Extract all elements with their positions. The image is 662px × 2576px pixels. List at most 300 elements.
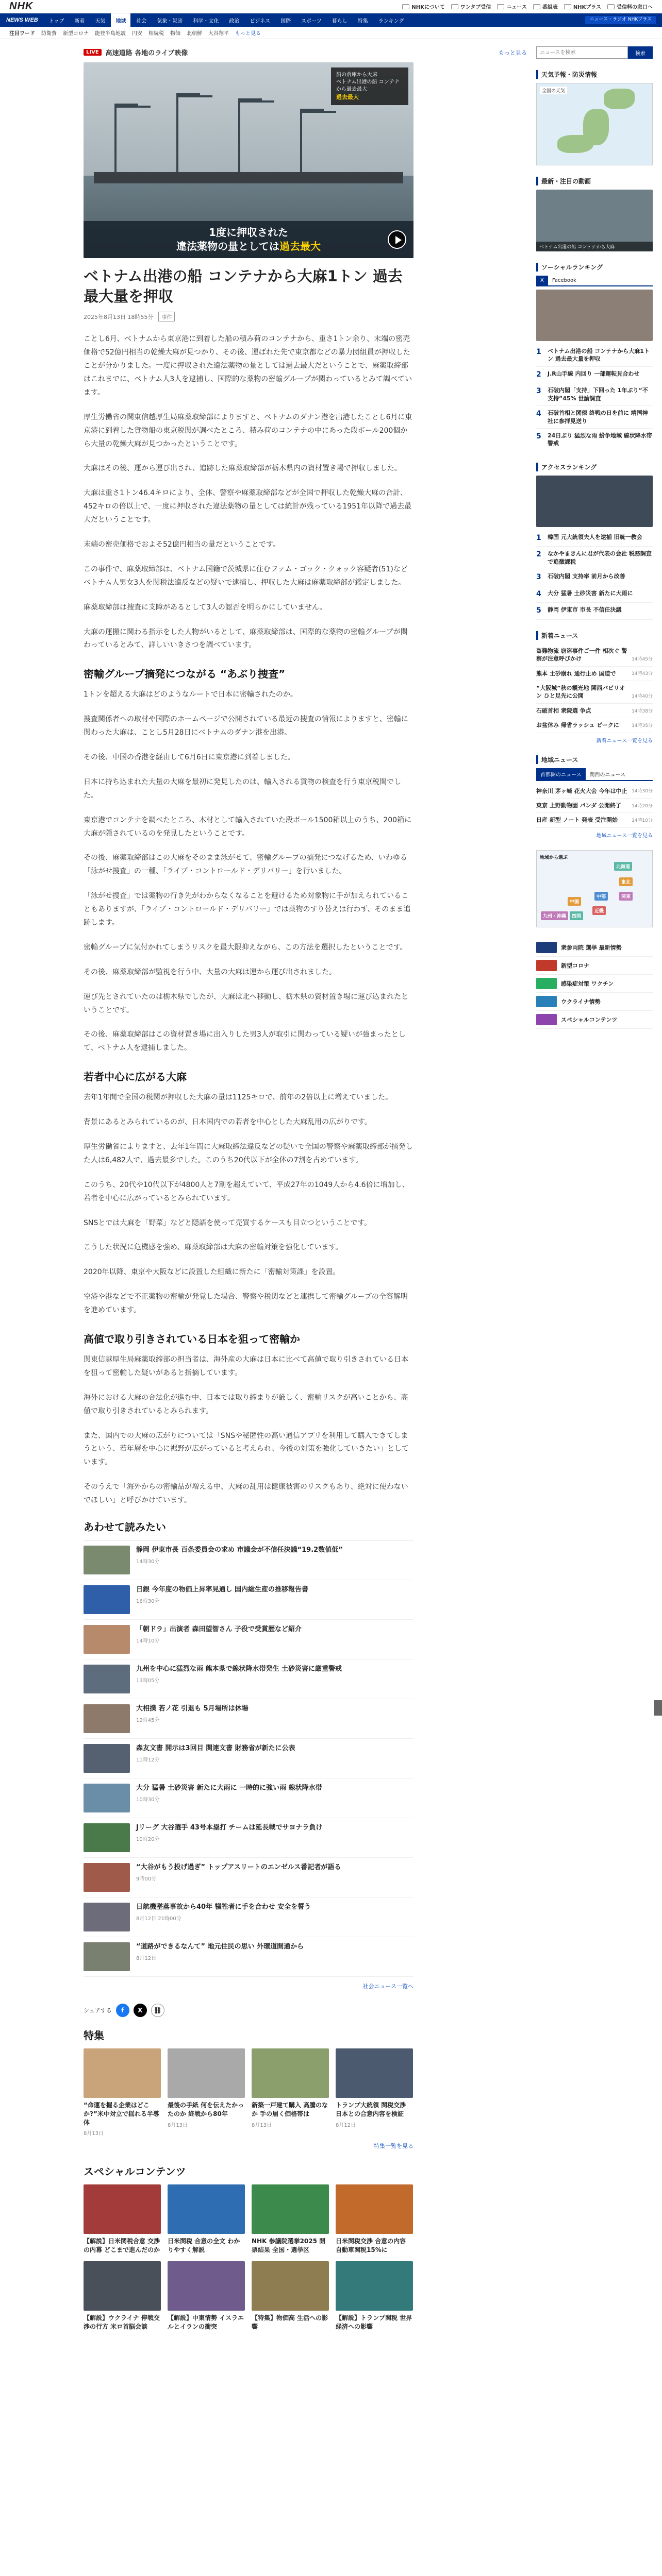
video-caption <box>84 221 413 258</box>
feature-image <box>336 2048 413 2098</box>
news-title: 石破首相 衆院選 争点 <box>536 707 591 714</box>
related-title: “大谷がもう投げ過ぎ” トップアスリートのエンゼルス番記者が語る <box>136 1863 341 1872</box>
share-label: シェアする <box>84 2007 112 2014</box>
caption-line: 1度に押収された <box>209 226 288 239</box>
crane-shape <box>238 98 262 181</box>
ranking-item[interactable] <box>536 569 653 586</box>
region-shikoku[interactable]: 四国 <box>570 911 583 920</box>
top-link[interactable]: NHKについて <box>402 3 444 10</box>
search-box <box>536 46 653 59</box>
trending-word[interactable]: 新型コロナ <box>63 31 89 37</box>
new-news-more-link[interactable]: 新着ニュース一覧を見る <box>596 738 653 744</box>
special-card[interactable] <box>84 2184 161 2255</box>
ranking-item[interactable] <box>536 383 653 406</box>
special-link[interactable] <box>536 975 653 993</box>
local-news-title: 地域ニュース <box>536 755 653 764</box>
news-item[interactable] <box>536 813 653 827</box>
trending-more[interactable]: もっと見る <box>235 31 261 37</box>
nav-item-world[interactable]: 国際 <box>280 18 291 24</box>
nav-item-weather[interactable]: 天気 <box>95 18 106 24</box>
nav-item-sports[interactable]: スポーツ <box>301 18 322 24</box>
special-link[interactable] <box>536 939 653 957</box>
special-card[interactable] <box>336 2261 413 2331</box>
related-date: 12時45分 <box>136 1717 160 1723</box>
related-item[interactable] <box>84 1659 413 1699</box>
special-link-icon <box>536 1014 557 1025</box>
special-link[interactable] <box>536 957 653 975</box>
related-title: 大相撲 若ノ花 引退も 5月場所は休場 <box>136 1705 249 1713</box>
related-heading: あわせて読みたい <box>84 1521 166 1534</box>
local-news-more-link[interactable]: 地域ニュース一覧を見る <box>596 833 653 839</box>
rank-number: 1 <box>536 533 541 542</box>
article-paragraph: また、国内での大麻の広がりについては「SNSや秘匿性の高い通信アプリを利用して購入できてしまうという、若年層を中心に裾野が広がっていると考えられ、今後の対策を強化していきたい」としています。 <box>84 1431 409 1467</box>
nav-item-local[interactable]: 地域 <box>111 13 130 27</box>
new-news-list <box>536 644 653 733</box>
nhk-logo[interactable]: NHK <box>9 1 34 12</box>
rank-number: 4 <box>536 410 541 418</box>
new-news-title: 新着ニュース <box>536 631 653 640</box>
thumbnail-image <box>84 1863 130 1892</box>
page-top-button[interactable] <box>654 1700 662 1716</box>
special-card[interactable] <box>168 2261 245 2331</box>
related-date: 14時30分 <box>136 1558 160 1565</box>
article-paragraph: 大麻の運搬に関わる指示をした人物がいるとして、麻薬取締部は、国際的な薬物の密輸グループが関わっているとみて、詳しいいきさつを調べています。 <box>84 628 408 650</box>
news-item[interactable] <box>536 799 653 813</box>
related-title: 森友文書 開示は3回目 関連文書 財務省が新たに公表 <box>136 1744 295 1753</box>
live-more-link[interactable]: もっと見る <box>499 49 527 56</box>
related-title: Jリーグ 大谷選手 43号本塁打 チームは延長戦でサヨナラ負け <box>136 1824 323 1832</box>
related-item[interactable] <box>84 1818 413 1858</box>
article-subheading: 高値で取り引きされている日本を狙って密輸か <box>84 1333 300 1346</box>
top-link[interactable]: 受信料の窓口へ <box>607 3 653 10</box>
news-title: 東京 上野動物園 パンダ 公開終了 <box>536 802 622 809</box>
video-ranking-image[interactable] <box>536 190 653 251</box>
trending-label: 注目ワード <box>9 31 35 37</box>
region-kyushu[interactable]: 九州・沖縄 <box>541 911 568 920</box>
special-link-icon <box>536 996 557 1007</box>
article-category[interactable]: 事件 <box>158 312 175 321</box>
access-ranking-title: アクセスランキング <box>536 463 653 471</box>
news-item[interactable] <box>536 784 653 799</box>
special-image <box>168 2184 245 2234</box>
main-nav <box>0 13 662 27</box>
region-kanto[interactable]: 関東 <box>619 892 633 901</box>
news-item[interactable] <box>536 718 653 733</box>
feature-card[interactable] <box>336 2048 413 2137</box>
related-item[interactable] <box>84 1540 413 1580</box>
related-more-link[interactable]: 社会ニュース一覧へ <box>362 1983 413 1990</box>
nav-item-life[interactable]: 暮らし <box>332 18 347 24</box>
special-link-icon <box>536 942 557 953</box>
article-paragraph: 背景にあるとみられているのが、日本国内での若者を中心とした大麻乱用の広がりです。 <box>84 1118 372 1127</box>
video-player[interactable] <box>84 62 413 258</box>
special-link-icon <box>536 960 557 971</box>
thumbnail-image <box>84 1784 130 1812</box>
special-title: 【特集】物価高 生活への影響 <box>252 2314 328 2330</box>
article-paragraph: 麻薬取締部は捜査に支障があるとして3人の認否を明らかにしていません。 <box>84 603 327 612</box>
top-link[interactable]: 番組表 <box>533 3 558 10</box>
special-image <box>252 2261 329 2311</box>
related-title: 大分 猛暑 土砂災害 新たに大雨に 一時的に強い雨 線状降水帯 <box>136 1784 322 1792</box>
ranking-item[interactable] <box>536 344 653 367</box>
article-paragraph: 運び先とされていたのは栃木県でしたが、大麻は北へ移動し、栃木県の資材置き場に運び込まれたということです。 <box>84 992 408 1014</box>
feature-title: トランプ大統領 関税交渉 日本との合意内容を検証 <box>336 2102 406 2117</box>
features-grid <box>84 2048 413 2137</box>
news-title: 日産 新型 ノート 発表 受注開始 <box>536 817 618 824</box>
news-time: 14時10分 <box>632 818 653 824</box>
ranking-text: ベトナム出港の船 コンテナから大麻1トン 過去最大量を押収 <box>548 348 650 363</box>
special-grid <box>84 2184 413 2331</box>
ranking-text: J.R山手線 内回り 一部運転見合わせ <box>548 370 640 377</box>
thumbnail-image <box>84 1823 130 1852</box>
article-subheading: 若者中心に広がる大麻 <box>84 1071 187 1083</box>
nav-item-society[interactable]: 社会 <box>136 18 147 24</box>
trending-word[interactable]: 能登半島地震 <box>95 31 126 37</box>
search-input[interactable] <box>536 46 628 59</box>
top-link[interactable]: ニュース <box>497 3 527 10</box>
live-section-title[interactable]: 高速道路 各地のライブ映像 <box>105 49 188 57</box>
article-paragraph: 日本に持ち込まれた大量の大麻を最初に発見したのは、輸入される貨物の検査を行う東京税関でした。 <box>84 777 401 800</box>
top-link[interactable]: NHKプラス <box>564 3 601 10</box>
feature-image <box>252 2048 329 2098</box>
link-icon[interactable]: ⛓ <box>151 2004 164 2017</box>
news-item[interactable] <box>536 704 653 718</box>
ranking-text: なかやまきんに君が代表の会社 税務調査で追徴課税 <box>548 550 652 565</box>
social-ranking-list <box>536 344 653 451</box>
special-link-icon <box>536 978 557 989</box>
article-paragraph: その後、麻薬取締部はこの資材置き場に出入りした男3人が取引に関わっている疑いが強まったとして、ベトナム人を逮捕しました。 <box>84 1030 406 1053</box>
features-more-link[interactable]: 特集一覧を見る <box>374 2143 413 2150</box>
ship-shape <box>94 172 403 183</box>
schedule-icon <box>533 4 540 9</box>
news-time: 14時38分 <box>632 708 653 714</box>
ranking-item[interactable] <box>536 406 653 429</box>
news-time: 14時35分 <box>632 723 653 729</box>
thumbnail-image <box>84 1942 130 1971</box>
region-kinki[interactable]: 近畿 <box>592 906 606 915</box>
news-time: 14時43分 <box>632 671 653 677</box>
article-paragraph: その後、中国の香港を経由して6月6日に東京港に到着しました。 <box>84 753 295 761</box>
video-tag-line: 船の倉庫から大麻 <box>336 72 377 78</box>
video-tag-line: ベトナム出港の船 コンテナから過去最大 <box>336 79 400 92</box>
special-image <box>84 2184 161 2234</box>
rank-number: 2 <box>536 550 541 559</box>
special-card[interactable] <box>336 2184 413 2255</box>
ranking-text: 石破内閣「支持」下回った 1年ぶり“不支持”45% 世論調査 <box>548 387 648 402</box>
trending-word[interactable]: 物価 <box>170 31 180 37</box>
trending-word[interactable]: 円安 <box>132 31 142 37</box>
nav-item-top[interactable]: トップ <box>48 18 64 24</box>
special-heading: スペシャルコンテンツ <box>84 2165 186 2178</box>
play-icon[interactable] <box>388 230 406 249</box>
thumbnail-image <box>84 1665 130 1693</box>
related-title: “道路ができるなんて” 地元住民の思い 外環道開通から <box>136 1943 304 1951</box>
special-title: NHK 参議院選挙2025 開票結果 全国・選挙区 <box>252 2238 326 2254</box>
region-tohoku[interactable]: 東北 <box>619 877 633 886</box>
news-time: 14時20分 <box>632 803 653 809</box>
new-news-box <box>536 631 653 744</box>
live-header <box>84 47 527 57</box>
thumbnail-image <box>84 1744 130 1773</box>
ranking-text: 24日ぶり 猛烈な雨 紛争地域 線状降水帯 警戒 <box>548 432 652 447</box>
tab-kansai[interactable]: 関西のニュース <box>589 772 625 778</box>
plus-icon <box>564 4 571 9</box>
ranking-item[interactable] <box>536 429 653 451</box>
ranking-text: 石破首相と閣僚 終戦の日を前に 靖国神社に参拝見送り <box>548 410 648 425</box>
related-item[interactable] <box>84 1580 413 1620</box>
article-paragraph: 2020年以降、東京や大阪などに設置した組織に新たに「密輸対策課」を設置。 <box>84 1268 340 1277</box>
related-date: 8月12日 21時00分 <box>136 1916 181 1922</box>
feature-title: 最後の手紙 何を伝えたかったのか 終戦から80年 <box>168 2102 244 2117</box>
trending-word[interactable]: 北朝鮮 <box>187 31 202 37</box>
nav-item-disaster[interactable]: 気象・災害 <box>157 18 183 24</box>
feature-card[interactable] <box>252 2048 329 2137</box>
caption-line <box>176 240 321 253</box>
caption-highlight: 過去最大 <box>279 240 321 252</box>
ranking-text: 静岡 伊東市 市長 不信任決議 <box>548 606 622 614</box>
related-date: 14時10分 <box>136 1638 160 1644</box>
related-item[interactable] <box>84 1739 413 1778</box>
top-links <box>402 3 653 10</box>
special-title: 【解説】中東情勢 イスラエルとイランの衝突 <box>168 2314 244 2330</box>
region-chugoku[interactable]: 中国 <box>568 897 581 906</box>
access-ranking-list <box>536 530 653 620</box>
news-item[interactable] <box>536 667 653 681</box>
search-button[interactable]: 検索 <box>628 46 653 59</box>
article-paragraph: 「泳がせ捜査」では薬物の行き先がわからなくなることを避けるため対象物に手が加えられていることもありますが、「ライブ・コントロールド・デリバリー」では薬物のすり替えは行わず、そのまま追跡します。 <box>84 892 411 927</box>
ranking-item[interactable] <box>536 530 653 547</box>
weather-box <box>536 70 653 165</box>
article-paragraph: 厚生労働省によりますと、去年1年間に大麻取締法違反などの疑いで全国の警察や麻薬取締部が摘発した人は6,482人で、過去最多でした。このうち20代以下が全体の7割を占めています。 <box>84 1143 413 1164</box>
live-badge: LIVE <box>84 49 102 56</box>
related-date: 8月12日 <box>136 1955 157 1961</box>
article-paragraph: こうした状況に危機感を強め、麻薬取締部は大麻の密輸対策を強化しています。 <box>84 1243 343 1252</box>
thumbnail-image <box>84 1585 130 1614</box>
thumbnail-image <box>84 1625 130 1654</box>
special-link-label: 感染症対策 ワクチン <box>561 980 614 987</box>
rank-number: 1 <box>536 348 541 356</box>
related-title: 日銀 今年度の物価上昇率見通し 国内総生産の推移報告書 <box>136 1586 309 1594</box>
article-paragraph: この事件で、麻薬取締部は、ベトナム国籍で茨城県に住むファム・ゴック・クォック容疑者(51)などベトナム人男女3人を関税法違反などの疑いで逮捕し、押収した大麻は麻薬取締部が鑑定しました。 <box>84 565 408 587</box>
nav-item-features[interactable]: 特集 <box>357 18 368 24</box>
news-icon <box>497 4 504 9</box>
share-bar <box>84 2004 527 2017</box>
special-card[interactable] <box>168 2184 245 2255</box>
thumbnail-image <box>84 1704 130 1733</box>
article-body <box>84 333 413 1507</box>
region-hokkaido[interactable]: 北海道 <box>614 862 632 871</box>
article-subheading: 密輸グループ摘発につながる “あぶり捜査” <box>84 668 286 681</box>
article-paragraph: その後、麻薬取締部が監視を行う中、大量の大麻は運から運び出されました。 <box>84 968 336 976</box>
feature-date: 8月12日 <box>336 2122 356 2128</box>
article-paragraph: ことし6月、ベトナムから東京港に到着した船の積み荷のコンテナから、重さ1トン余り、末端の密売価格で52億円相当の乾燥大麻が見つかり、その後、運ばれた先で東京都などの暴力団組員が押収したことが分かりました。一度に押収された違法薬物の量としては過去最大だということで、麻薬取締部はこれまでに、ベトナム人3人を逮捕し、国際的な薬物の密輸グループが関わっているとみて調べています。 <box>84 335 412 397</box>
related-item[interactable] <box>84 1620 413 1659</box>
news-item[interactable] <box>536 681 653 704</box>
article-paragraph: 厚生労働省の関東信越厚生局麻薬取締部によりますと、ベトナムのダナン港を出港したことし6月に東京港に到着した貨物船の東京税関が調べたところ、積み荷のコンテナの中にあった段ボール200個から大量の乾燥大麻が見つかったということです。 <box>84 413 412 448</box>
article-paragraph: 密輸グループに気付かれてしまうリスクを最大限抑えながら、この方法を選択したということです。 <box>84 943 407 952</box>
region-box <box>536 850 653 927</box>
news-time: 14時45分 <box>632 657 653 663</box>
special-image <box>336 2261 413 2311</box>
facebook-icon[interactable]: f <box>116 2004 129 2017</box>
rank-number: 4 <box>536 589 541 598</box>
weather-map-label: 全国の天気 <box>540 87 567 94</box>
article-paragraph: 海外における大麻の合法化が進む中、日本では取り締まりが厳しく、密輸リスクが高いことから、高値で取り引きされているとみられます。 <box>84 1393 408 1415</box>
special-card[interactable] <box>252 2261 329 2331</box>
special-title: 【解説】トランプ関税 世界経済への影響 <box>336 2314 412 2330</box>
social-rank-image[interactable] <box>536 290 653 341</box>
weather-title[interactable]: 天気予報・防災情報 <box>536 70 653 79</box>
related-list <box>84 1540 413 1977</box>
related-item[interactable] <box>84 1699 413 1739</box>
article-paragraph: そのうえで「海外からの密輸品が増える中、大麻の乱用は健康被害のリスクもあり、絶対に使わないでほしい」と呼びかけています。 <box>84 1483 408 1505</box>
nhk-plus-button[interactable]: ニュース・ラジオ NHKプラス <box>585 16 656 24</box>
article-paragraph: 大麻はその後、運から運び出され、追跡した麻薬取締部が栃木県内の資材置き場で押収しました。 <box>84 464 402 473</box>
nav-item-new[interactable]: 新着 <box>74 18 85 24</box>
top-link[interactable]: ワンタブ受信 <box>451 3 491 10</box>
trending-words <box>0 27 662 39</box>
x-icon[interactable]: X <box>134 2004 147 2017</box>
special-image <box>84 2261 161 2311</box>
related-date: 9時00分 <box>136 1876 157 1882</box>
article-paragraph: 去年1年間で全国の税関が押収した大麻の量は1125キロで、前年の2倍以上に増えていました。 <box>84 1093 393 1102</box>
features-heading: 特集 <box>84 2029 104 2042</box>
rank-number: 3 <box>536 387 541 396</box>
ranking-item[interactable] <box>536 586 653 603</box>
related-item[interactable] <box>84 1897 413 1937</box>
map-land <box>604 89 635 109</box>
video-topic-tag <box>331 67 408 105</box>
related-item[interactable] <box>84 1937 413 1977</box>
related-date: 11時12分 <box>136 1757 160 1763</box>
ranking-text: 石破内閣 支持率 前月から改善 <box>548 573 625 580</box>
thumbnail-image <box>84 1903 130 1931</box>
related-item[interactable] <box>84 1858 413 1897</box>
social-ranking-title: ソーシャルランキング <box>536 263 653 272</box>
feature-image <box>168 2048 245 2098</box>
special-image <box>252 2184 329 2234</box>
ranking-item[interactable] <box>536 547 653 569</box>
special-title: 【解説】日米関税合意 交渉の内幕 どこまで進んだのか <box>84 2238 160 2254</box>
tab-metro[interactable]: 首都圏のニュース <box>536 768 586 780</box>
special-link-label: 衆参両院 選挙 最新情勢 <box>561 944 622 951</box>
ranking-text: 韓国 元大統領夫人を逮捕 旧統一教会 <box>548 533 642 540</box>
news-title: お盆休み 帰省ラッシュ ピークに <box>536 722 619 729</box>
special-card[interactable] <box>84 2261 161 2331</box>
related-item[interactable] <box>84 1778 413 1818</box>
special-link[interactable] <box>536 1011 653 1029</box>
special-title: 日米関税 合意の全文 わかりやすく解説 <box>168 2238 240 2254</box>
social-tabs <box>536 276 653 286</box>
tab-x[interactable]: X <box>536 276 548 285</box>
trending-word[interactable]: 大谷翔平 <box>208 31 229 37</box>
ranking-item[interactable] <box>536 367 653 384</box>
related-date: 10時30分 <box>136 1797 160 1803</box>
article-paragraph: 東京港でコンテナを調べたところ、木材として輸入されていた段ボール1500箱以上のうち、200箱に大麻が隠されているのを発見したということです。 <box>84 816 412 838</box>
related-title: 日航機墜落事故から40年 犠牲者に手を合わせ 安全を誓う <box>136 1903 311 1911</box>
special-link-label: 新型コロナ <box>561 962 589 969</box>
video-ranking-box <box>536 177 653 251</box>
rank-number: 5 <box>536 606 541 615</box>
nav-item-ranking[interactable]: ランキング <box>378 18 404 24</box>
article-title: ベトナム出港の船 コンテナから大麻1トン 過去最大量を押収 <box>84 267 403 306</box>
special-image <box>168 2261 245 2311</box>
news-title: 盗難物流 窃盗事件ご一件 相次ぐ 警察が注意呼びかけ <box>536 647 627 663</box>
article-meta <box>84 312 527 321</box>
article-paragraph: 大麻は重さ1トン46.4キロにより、全体、警察や麻薬取締部などが全国で押収した乾燥大麻の合計、452キロの倍以上で、一度に押収された違法薬物の量としては統計が残っている1951年以降で過去最大だということです。 <box>84 489 412 524</box>
social-ranking-box <box>536 263 653 451</box>
special-link[interactable] <box>536 993 653 1011</box>
map-land <box>557 135 593 153</box>
thumbnail-image <box>84 1546 130 1574</box>
access-rank-image[interactable] <box>536 476 653 527</box>
fee-icon <box>607 4 615 9</box>
ranking-text: 大分 猛暑 土砂災害 新たに大雨に <box>548 589 633 597</box>
ranking-item[interactable] <box>536 603 653 620</box>
video-ranking-title[interactable]: 最新・注目の動画 <box>536 177 653 185</box>
trending-word[interactable]: 相続税 <box>148 31 164 37</box>
crane-shape <box>300 109 324 181</box>
nav-item-science[interactable]: 科学・文化 <box>193 18 219 24</box>
news-title: 熊本 土砂崩れ 通行止め 国道で <box>536 670 616 677</box>
related-title: 「朝ドラ」出演者 森田望智さん 子役で受賞歴など紹介 <box>136 1625 302 1634</box>
feature-title: 新築一戸建て購入 高騰のなか 手の届く価格帯は <box>252 2102 328 2117</box>
crane-shape <box>176 93 200 181</box>
nav-item-business[interactable]: ビジネス <box>250 18 271 24</box>
specials-box <box>536 939 653 1029</box>
related-title: 静岡 伊東市長 百条委員会の求め 市議会が不信任決議“19.2数値低” <box>136 1546 343 1554</box>
related-title: 九州を中心に猛烈な雨 熊本県で線状降水帯発生 土砂災害に厳重警戒 <box>136 1665 342 1673</box>
special-link-label: スペシャルコンテンツ <box>561 1016 618 1023</box>
special-image <box>336 2184 413 2234</box>
news-item[interactable] <box>536 644 653 667</box>
caption-text: 違法薬物の量としては <box>176 240 279 252</box>
news-time: 14時30分 <box>632 789 653 794</box>
special-title: 【解説】ウクライナ 停戦交渉の行方 米ロ首脳会談 <box>84 2314 160 2330</box>
article-paragraph: 捜査関係者への取材や国際のホームページで公開されている最近の捜査の情報によりますと、密輸に関わった大麻は、ことし5月28日にベトナムのダナン港を出港。 <box>84 715 408 737</box>
feature-card[interactable] <box>84 2048 161 2137</box>
local-news-list <box>536 784 653 828</box>
special-title: 日米関税交渉 合意の内容 自動車関税15%に <box>336 2238 406 2254</box>
top-header <box>0 0 662 13</box>
region-chubu[interactable]: 中部 <box>594 892 608 901</box>
article-date: 2025年8月13日 18時55分 <box>84 313 154 320</box>
main-column <box>9 39 527 2331</box>
tab-facebook[interactable]: Facebook <box>552 278 576 283</box>
feature-date: 8月13日 <box>84 2131 104 2137</box>
tv-icon <box>402 4 409 9</box>
article-paragraph: SNSとでは大麻を「野菜」などと隠語を使って売買するケースも目立つということです。 <box>84 1218 372 1227</box>
feature-date: 8月13日 <box>252 2122 272 2128</box>
article-paragraph: その後、麻薬取締部はこの大麻をそのまま泳がせて、密輸グループの摘発につなげるため、いわゆる「泳がせ捜査」の一種、「ライブ・コントロールド・デリバリー」を行いました。 <box>84 854 407 876</box>
feature-title: “命運を握る企業はどこか?”米中対立で揺れる半導体 <box>84 2102 159 2126</box>
local-tabs <box>536 768 653 781</box>
video-tag-highlight: 過去最大 <box>336 94 359 100</box>
rank-number: 3 <box>536 573 541 582</box>
trending-word[interactable]: 防衛費 <box>41 31 57 37</box>
region-map-label: 地域から選ぶ <box>540 855 568 860</box>
feature-image <box>84 2048 161 2098</box>
region-map <box>536 850 653 927</box>
news-web-brand[interactable]: NEWS WEB <box>6 17 38 23</box>
rank-number: 2 <box>536 370 541 379</box>
article-paragraph: 1トンを超える大麻はどのようなルートで日本に密輸されたのか。 <box>84 690 297 699</box>
local-news-box <box>536 755 653 839</box>
weather-map[interactable] <box>536 83 653 165</box>
feature-card[interactable] <box>168 2048 245 2137</box>
special-card[interactable] <box>252 2184 329 2255</box>
nav-item-politics[interactable]: 政治 <box>229 18 240 24</box>
